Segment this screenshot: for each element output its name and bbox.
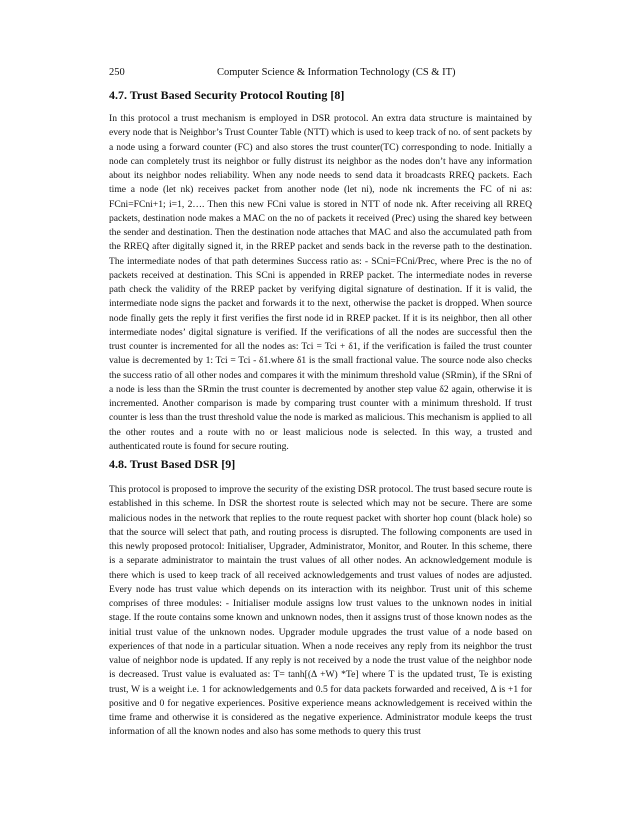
section-paragraph-4-8: This protocol is proposed to improve the security of the existing DSR protocol. The trust based secure route is established in this scheme. In DSR the shortest route is selected which may not be secure. There are some malicious nodes in the network that replies to the route request packet with shorter hop count (black hole) so that the source will select that path, and routing process is disrupted. The following components are used in this newly proposed protocol: Initialiser, Upgrader, Administrator, Monitor, and Router. In this scheme, there is a separate administrator to maintain the trust values of all other nodes. An acknowledgement module is there which is used to keep track of all received acknowledgements and trust values of nodes are adjusted. Every node has trust value which depends on its interaction with its neighbor. Trust unit of this scheme comprises of three modules: - Initialiser module assigns low trust values to the unknown nodes in initial stage. If the route contains some known and unknown nodes, then it assigns trust of those known nodes as the initial trust value of the unknown nodes. Upgrader module upgrades the trust value of a node based on experiences of that node in a particular situation. When a node receives any reply from its neighbor the trust value of neighbor node is updated. If any reply is not received by a node the trust value of the neighbor node is decreased. Trust value is evaluated as: T= tanh[(Δ +W) *Te] where T is the updated trust, Te is existing trust, W is a weight i.e. 1 for acknowledgements and 0.5 for data packets forwarded and received, Δ is +1 for positive and 0 for negative experiences. Positive experience means acknowledgement is received within the time frame and otherwise it is considered as the negative experience. Administrator module keeps the trust information of all the known nodes and also has some methods to query this trust xyxy=(109,484,532,738)
section-paragraph-4-7: In this protocol a trust mechanism is employed in DSR protocol. An extra data structure is maintained by every node that is Neighbor’s Trust Counter Table (NTT) which is used to keep track of no. of sent packets by a node using a forward counter (FC) and also stores the trust counter(TC) corresponding to node. Initially a node can completely trust its neighbor or fully distrust its neighbor as the nodes don’t have any information about its neighbor nodes reliability. When any node needs to send data it broadcasts RREQ packets. Each time a node (let nk) receives packet from another node (let ni), node nk increments the FC of ni as: FCni=FCni+1; i=1, 2…. Then this new FCni value is stored in NTT of node nk. After receiving all RREQ packets, destination node makes a MAC on the no of packets it received (Prec) using the shared key between the sender and destination. Then the destination node attaches that MAC and also the accumulated path from the RREQ after digitally signed it, in the RREP packet and sends back in the reverse path to the destination. The intermediate nodes of that path determines Success ratio as: - SCni=FCni/Prec, where Prec is the no of packets received at destination. This SCni is appended in RREP packet. The intermediate nodes in reverse path check the validity of the RREP packet by verifying digital signature of destination. If it is valid, the intermediate node signs the packet and forwards it to the next, otherwise the packet is dropped. When source node finally gets the reply it first verifies the first node id in RREP packet. If it is its neighbor, then all other intermediate nodes’ digital signature is verified. If the verifications of all the nodes are successful then the trust counter is incremented for all the nodes as: Tci = Tci + δ1, if the verification is failed the trust counter value is decremented by 1: Tci = Tci - δ1.where δ1 is the small fractional value. The source node also checks the success ratio of all other nodes and compares it with the minimum threshold value (SRmin), if the SRni of a node is less than the SRmin the trust counter is decremented by another step value δ2 again, otherwise it is incremented. Another comparison is made by comparing trust counter with a minimum threshold. If trust counter is less than the trust threshold value the node is marked as malicious. This mechanism is applied to all the other routes and a route with no or least malicious node is selected. In this way, a trusted and authenticated route is found for secure routing. xyxy=(109,113,532,452)
section-heading-4-8: 4.8. Trust Based DSR [9] xyxy=(109,457,236,471)
page-number: 250 xyxy=(109,67,125,78)
section-heading-4-7: 4.7. Trust Based Security Protocol Routing [8] xyxy=(109,88,345,102)
running-title: Computer Science & Information Technology (CS & IT) xyxy=(217,67,456,78)
running-header xyxy=(109,66,529,80)
